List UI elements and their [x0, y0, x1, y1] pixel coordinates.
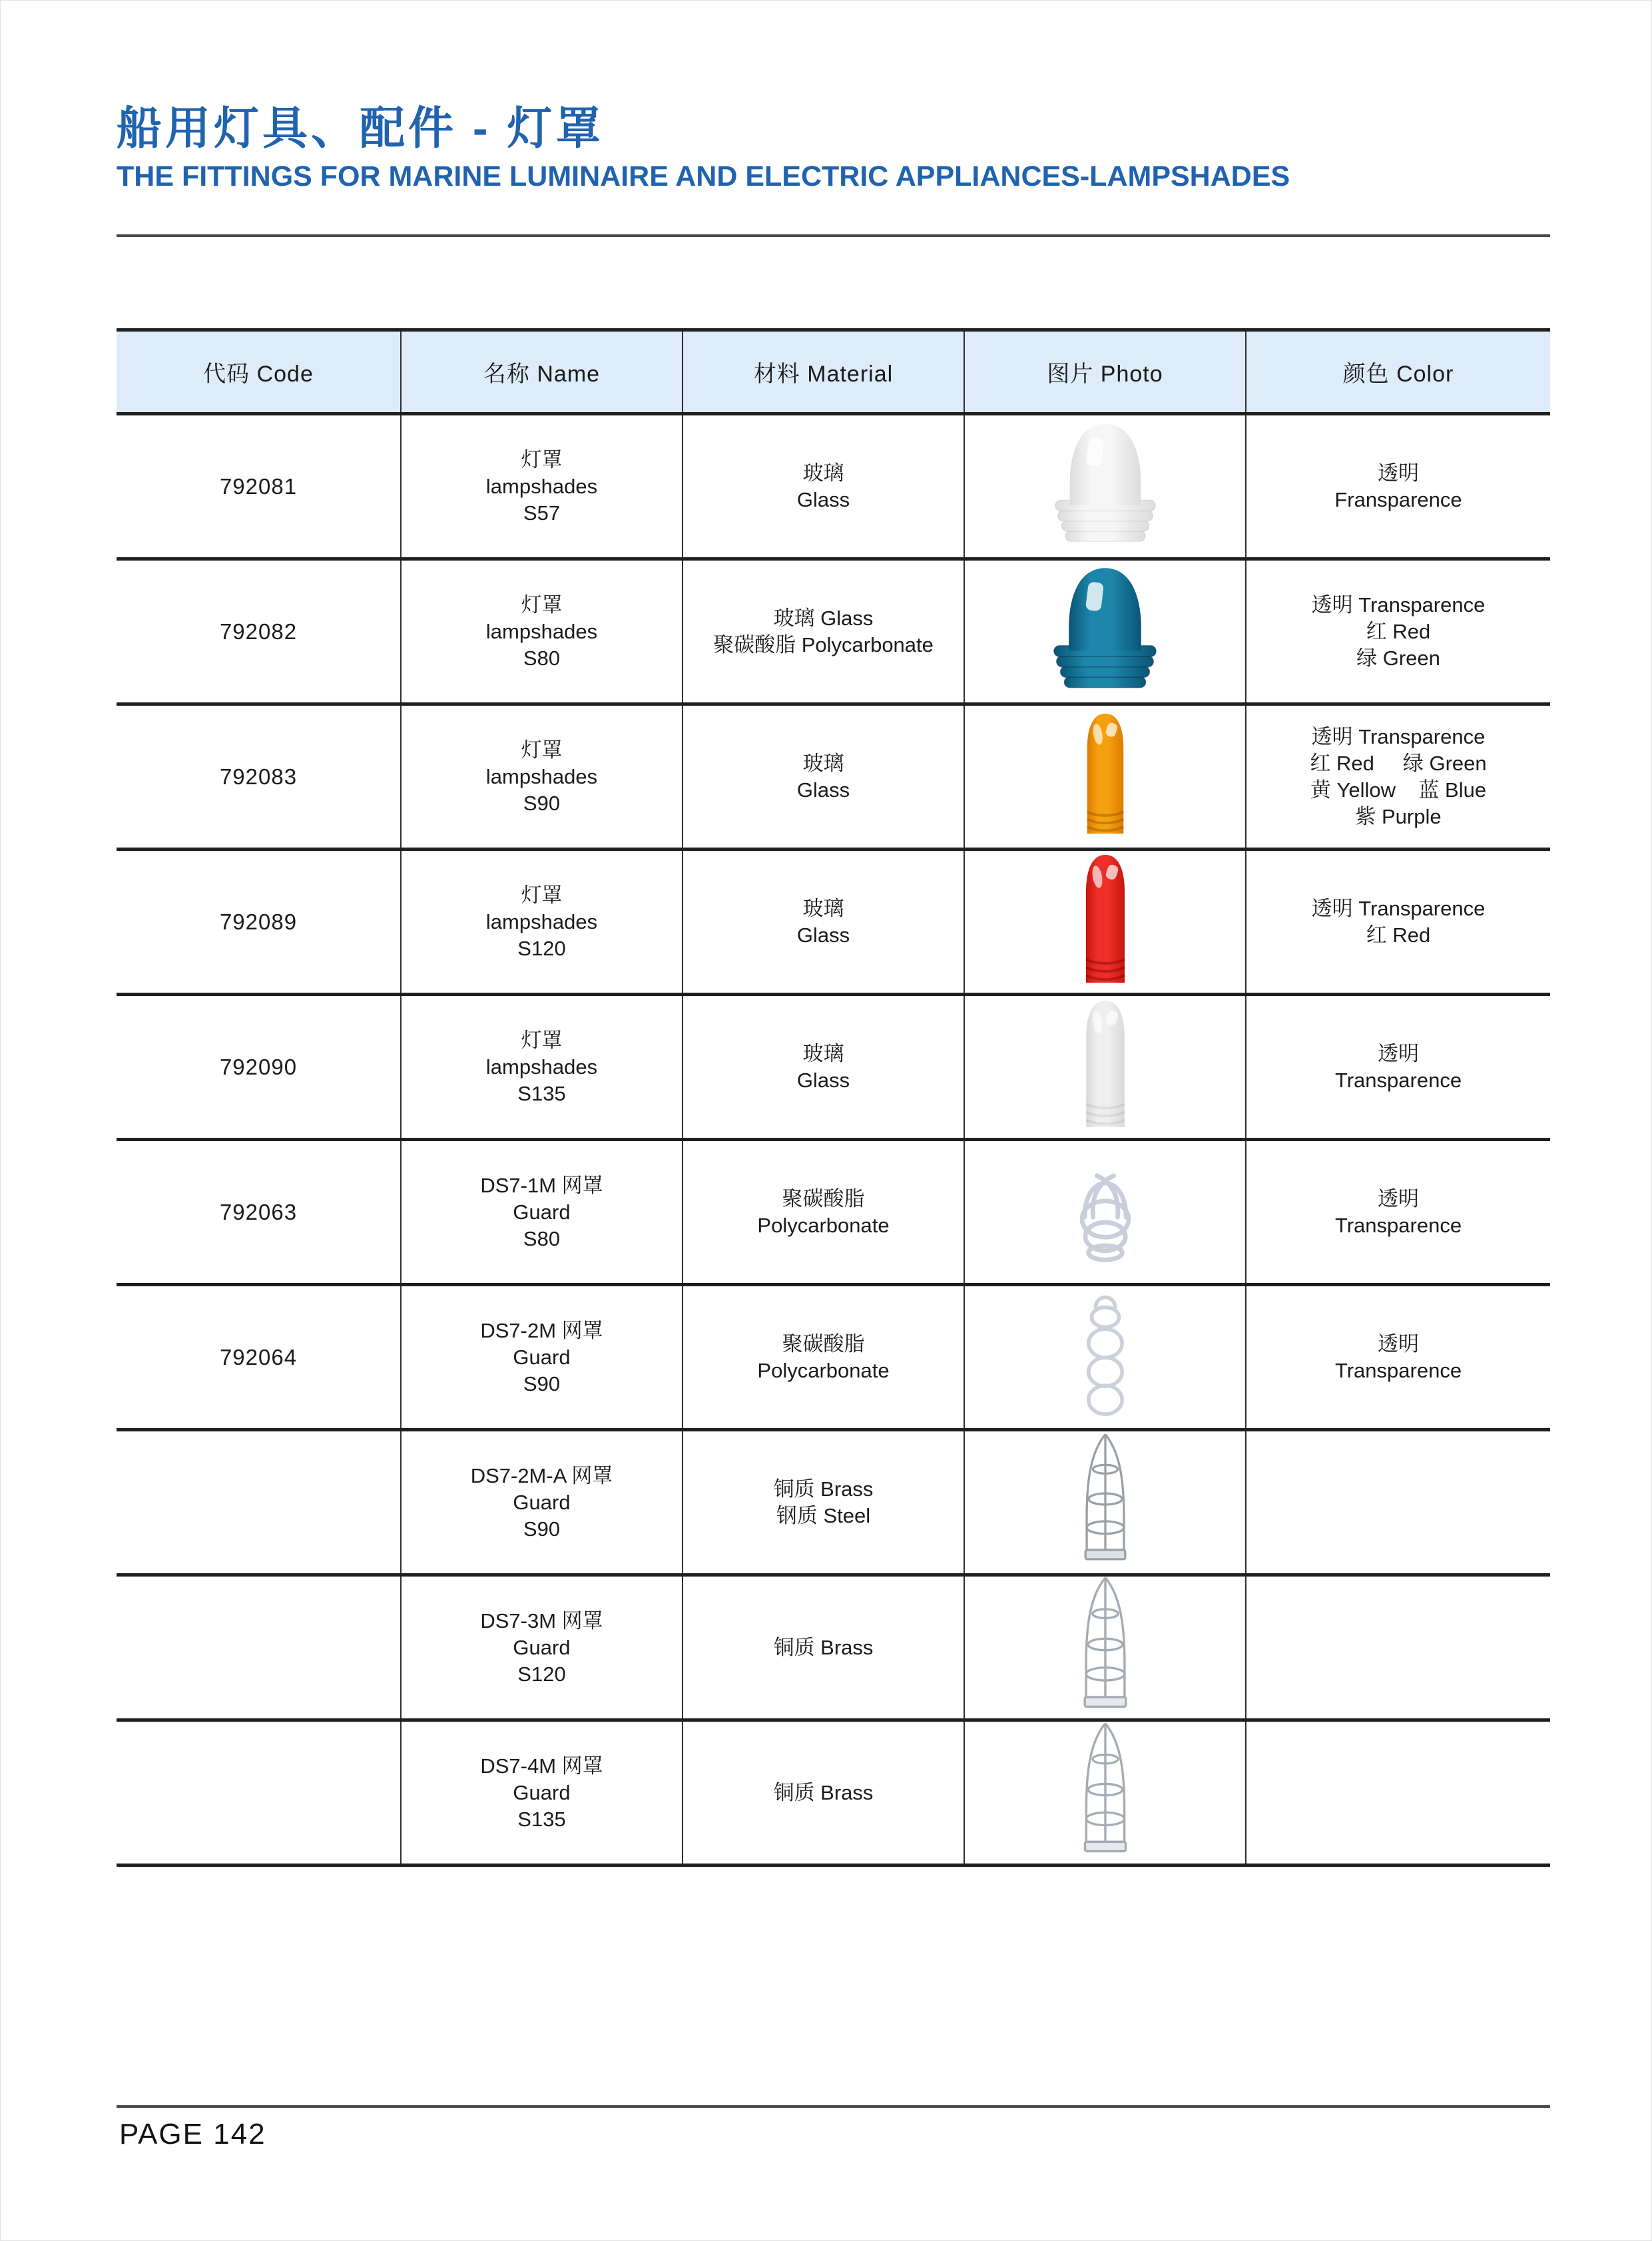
cell-name [400, 851, 682, 993]
cell-name-line: DS7-3M 网罩 [480, 1609, 603, 1632]
cell-name-line: S57 [523, 501, 561, 525]
cell-material-line: 铜质 Brass [773, 1635, 874, 1659]
cell-material-line: 玻璃 [802, 751, 844, 775]
cell-material-line: Glass [796, 778, 850, 802]
cell-color [1245, 706, 1550, 848]
cell-name-line: DS7-4M 网罩 [480, 1754, 603, 1778]
cell-color [1245, 1286, 1550, 1428]
cell-name [400, 1141, 682, 1283]
cell-color-line: 紫 Purple [1355, 804, 1442, 828]
cell-code: 792083 [219, 764, 298, 789]
cell-code: 792064 [219, 1344, 298, 1370]
cell-name-line: Guard [513, 1635, 571, 1659]
cell-color-line: 透明 [1378, 1186, 1419, 1210]
guard-photo [1063, 1152, 1148, 1272]
guard-photo [1068, 1287, 1143, 1428]
cell-color-line: 透明 [1378, 1041, 1419, 1065]
page-header [117, 105, 1550, 193]
column-header-name: 名称 Name [400, 332, 682, 412]
cell-name [400, 1286, 682, 1428]
cell-photo [964, 996, 1245, 1138]
cell-material [682, 996, 964, 1138]
lampshade-photo [1069, 999, 1141, 1136]
cell-name-line: 灯罩 [521, 447, 563, 471]
cell-material-line: 玻璃 [802, 1041, 844, 1065]
cell-material-line: 聚碳酸脂 Polycarbonate [713, 632, 934, 656]
cell-material [682, 561, 964, 702]
cell-material [682, 1722, 964, 1864]
cell-name-line: lampshades [485, 764, 598, 788]
cell-name [400, 1722, 682, 1864]
cell-name-line: DS7-1M 网罩 [480, 1173, 603, 1197]
cell-name-line: lampshades [485, 619, 598, 643]
column-header-code: 代码 Code [203, 362, 314, 387]
cell-color [1245, 851, 1550, 993]
cell-material [682, 1286, 964, 1428]
cell-color-line: Fransparence [1334, 487, 1462, 511]
column-header-photo: 图片 Photo [964, 332, 1245, 412]
cell-material-line: 聚碳酸脂 [782, 1186, 865, 1210]
cell-name-line: Guard [513, 1490, 571, 1514]
cell-name-line: Guard [513, 1345, 571, 1369]
cell-name-line: S135 [517, 1081, 566, 1105]
cell-name-line: Guard [513, 1780, 571, 1804]
cell-name-line: S90 [523, 1517, 561, 1541]
cell-material-line: 铜质 Brass [773, 1477, 874, 1501]
cell-material-line: 铜质 Brass [773, 1780, 874, 1804]
table-row [117, 851, 1550, 996]
page-title-zh: 船用灯具、配件 - 灯罩 [117, 103, 605, 154]
cell-color-line: Transparence [1334, 1358, 1462, 1382]
cell-material-line: Glass [796, 1068, 850, 1092]
cell-name-line: S80 [523, 646, 561, 670]
lampshade-photo [1050, 565, 1160, 698]
table-row [117, 561, 1550, 706]
cell-material [682, 851, 964, 993]
cell-name [400, 415, 682, 557]
table-header-row [117, 332, 1550, 415]
cell-name-line: 灯罩 [521, 738, 563, 762]
cell-name [400, 1577, 682, 1718]
cell-material-line: 钢质 Steel [776, 1503, 871, 1527]
cell-color [1245, 561, 1550, 702]
cell-photo [964, 1722, 1245, 1864]
cell-photo [964, 561, 1245, 702]
cell-name [400, 996, 682, 1138]
guard-photo [1067, 1722, 1144, 1864]
cell-color-line: 透明 Transparence [1311, 896, 1486, 920]
cell-name-line: S120 [517, 936, 566, 960]
cell-color [1245, 415, 1550, 557]
cell-photo [964, 1141, 1245, 1283]
guard-photo [1067, 1577, 1144, 1718]
cell-code: 792089 [219, 909, 298, 934]
cell-name [400, 706, 682, 848]
table-row [117, 1431, 1550, 1577]
cell-name-line: 灯罩 [521, 883, 563, 907]
cell-name-line: lampshades [485, 1055, 598, 1079]
lampshade-photo [1051, 421, 1159, 552]
cell-name-line: DS7-2M-A 网罩 [470, 1463, 613, 1487]
cell-code [117, 1577, 400, 1718]
cell-name-line: lampshades [485, 909, 598, 933]
lampshade-photo [1073, 712, 1137, 842]
table-body [117, 415, 1550, 1864]
cell-name-line: DS7-2M 网罩 [480, 1318, 603, 1342]
cell-material [682, 1577, 964, 1718]
cell-name-line: 灯罩 [521, 593, 563, 617]
cell-color-line: 透明 [1378, 461, 1419, 485]
page-number: PAGE 142 [119, 2118, 266, 2150]
column-header-material: 材料 Material [682, 332, 964, 412]
cell-name-line: S80 [523, 1226, 561, 1250]
table-row [117, 996, 1550, 1141]
page-title-en: THE FITTINGS FOR MARINE LUMINAIRE AND ELECTRIC APPLIANCES-LAMPSHADES [117, 160, 1290, 193]
cell-name [400, 561, 682, 702]
cell-code: 792063 [219, 1199, 298, 1224]
cell-material [682, 1141, 964, 1283]
cell-name-line: Guard [513, 1200, 571, 1224]
cell-material-line: 玻璃 Glass [773, 606, 874, 630]
cell-material-line: Glass [796, 923, 850, 947]
cell-color [1245, 1722, 1550, 1864]
cell-photo [964, 706, 1245, 848]
table-row [117, 1722, 1550, 1864]
cell-material-line: 玻璃 [802, 461, 844, 485]
cell-code [117, 1431, 400, 1573]
table-row [117, 1577, 1550, 1722]
cell-name-line: S120 [517, 1662, 566, 1686]
cell-material-line: 玻璃 [802, 896, 844, 920]
products-table [117, 328, 1550, 1867]
cell-material [682, 706, 964, 848]
cell-color [1245, 1141, 1550, 1283]
cell-code: 792082 [219, 619, 298, 644]
cell-material [682, 1431, 964, 1573]
cell-material [682, 415, 964, 557]
cell-photo [964, 1577, 1245, 1718]
cell-code: 792081 [219, 473, 298, 499]
cell-code: 792090 [219, 1054, 298, 1079]
cell-color-line: 黄 Yellow 蓝 Blue [1310, 778, 1487, 802]
cell-name-line: 灯罩 [521, 1028, 563, 1052]
cell-color-line: 透明 Transparence [1311, 593, 1486, 617]
cell-photo [964, 1431, 1245, 1573]
table-row [117, 706, 1550, 851]
cell-color-line: 红 Red 绿 Green [1310, 751, 1487, 775]
cell-name-line: S135 [517, 1807, 566, 1831]
cell-color-line: 红 Red [1366, 923, 1431, 947]
cell-color-line: Transparence [1334, 1068, 1462, 1092]
cell-code [117, 1722, 400, 1864]
column-header-color: 颜色 Color [1245, 332, 1550, 412]
cell-material-line: Glass [796, 487, 850, 511]
cell-name [400, 1431, 682, 1573]
footer-divider [117, 2105, 1550, 2108]
cell-color [1245, 1431, 1550, 1573]
cell-photo [964, 1286, 1245, 1428]
table-row [117, 1286, 1550, 1431]
cell-photo [964, 415, 1245, 557]
cell-color-line: 绿 Green [1356, 646, 1440, 670]
cell-material-line: 聚碳酸脂 [782, 1332, 865, 1356]
cell-name-line: S90 [523, 791, 561, 815]
lampshade-photo [1066, 853, 1145, 991]
cell-color-line: 透明 [1378, 1332, 1419, 1356]
cell-color [1245, 996, 1550, 1138]
cell-color-line: 红 Red [1366, 619, 1431, 643]
cell-color-line: 透明 Transparence [1311, 724, 1486, 748]
cell-material-line: Polycarbonate [757, 1358, 890, 1382]
title-divider [117, 234, 1550, 237]
cell-name-line: lampshades [485, 474, 598, 498]
cell-color [1245, 1577, 1550, 1718]
cell-material-line: Polycarbonate [757, 1213, 890, 1237]
guard-photo [1068, 1431, 1143, 1573]
table-row [117, 415, 1550, 561]
cell-color-line: Transparence [1334, 1213, 1462, 1237]
cell-name-line: S90 [523, 1371, 561, 1395]
table-row [117, 1141, 1550, 1286]
cell-photo [964, 851, 1245, 993]
